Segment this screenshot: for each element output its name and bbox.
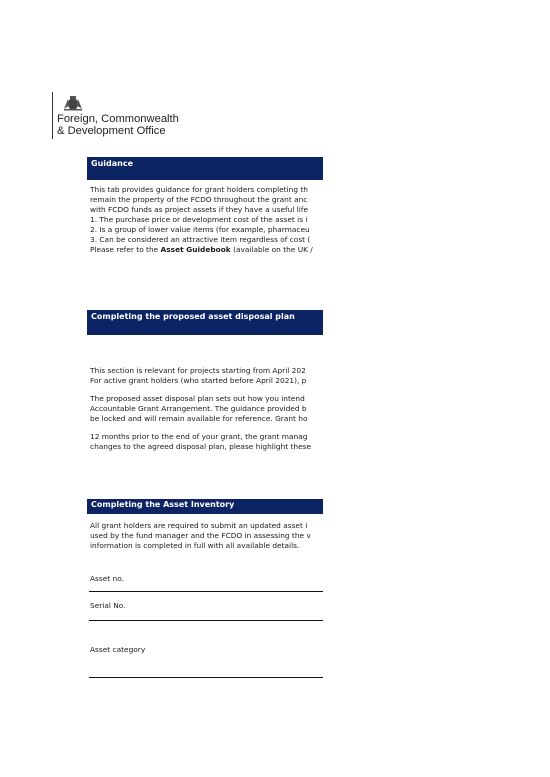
asset-inventory-title: Completing the Asset Inventory [91, 500, 235, 509]
disposal-line [90, 386, 323, 394]
guidance-line: 3. Can be considered an attractive item regardless of cost ( [90, 235, 311, 244]
asset-guidebook-link[interactable]: Asset Guidebook [160, 245, 231, 254]
inventory-line: information is completed in full with all available details. [90, 541, 300, 550]
disposal-plan-body [90, 366, 323, 452]
disposal-line [90, 424, 323, 432]
asset-category-divider [89, 677, 323, 678]
guidance-title: Guidance [91, 159, 133, 168]
logo-divider [52, 92, 53, 139]
organisation-name [57, 113, 179, 137]
disposal-line: be locked and will remain available for reference. Grant ho [90, 414, 308, 423]
disposal-line: Accountable Grant Arrangement. The guidance provided b [90, 404, 307, 413]
inventory-line: All grant holders are required to submit an updated asset i [90, 521, 308, 530]
org-name-line-2: & Development Office [57, 125, 166, 137]
asset-no-divider [89, 591, 323, 592]
disposal-line: changes to the agreed disposal plan, please highlight these [90, 442, 312, 451]
guidance-line: 1. The purchase price or development cost of the asset is i [90, 215, 308, 224]
asset-inventory-header [87, 499, 323, 514]
inventory-line: used by the fund manager and the FCDO in assessing the v [90, 531, 311, 540]
guidance-guidebook-rest: (available on the UK / [230, 245, 313, 254]
disposal-line: This section is relevant for projects starting from April 202 [90, 366, 306, 375]
royal-crest-icon [62, 95, 84, 111]
asset-no-label: Asset no. [90, 574, 124, 583]
disposal-plan-title: Completing the proposed asset disposal plan [91, 312, 295, 321]
guidance-line-guidebook [90, 245, 323, 255]
serial-no-divider [89, 620, 323, 621]
disposal-line: The proposed asset disposal plan sets out how you intend [90, 394, 305, 403]
disposal-plan-header [87, 310, 323, 335]
guidance-line: with FCDO funds as project assets if they have a useful life [90, 205, 309, 214]
guidance-line: 2. Is a group of lower value items (for example, pharmaceu [90, 225, 310, 234]
asset-inventory-body [90, 521, 323, 551]
guidance-line: This tab provides guidance for grant holders completing th [90, 185, 308, 194]
disposal-line: For active grant holders (who started before April 2021), p [90, 376, 307, 385]
guidance-refer-text: Please refer to the [90, 245, 161, 254]
guidance-line: remain the property of the FCDO throughout the grant anc [90, 195, 308, 204]
guidance-body [90, 185, 323, 255]
guidance-header [87, 157, 323, 180]
disposal-line: 12 months prior to the end of your grant, the grant manag [90, 432, 308, 441]
serial-no-label: Serial No. [90, 601, 126, 610]
asset-category-label: Asset category [90, 645, 146, 654]
org-name-line-1: Foreign, Commonwealth [57, 113, 179, 125]
